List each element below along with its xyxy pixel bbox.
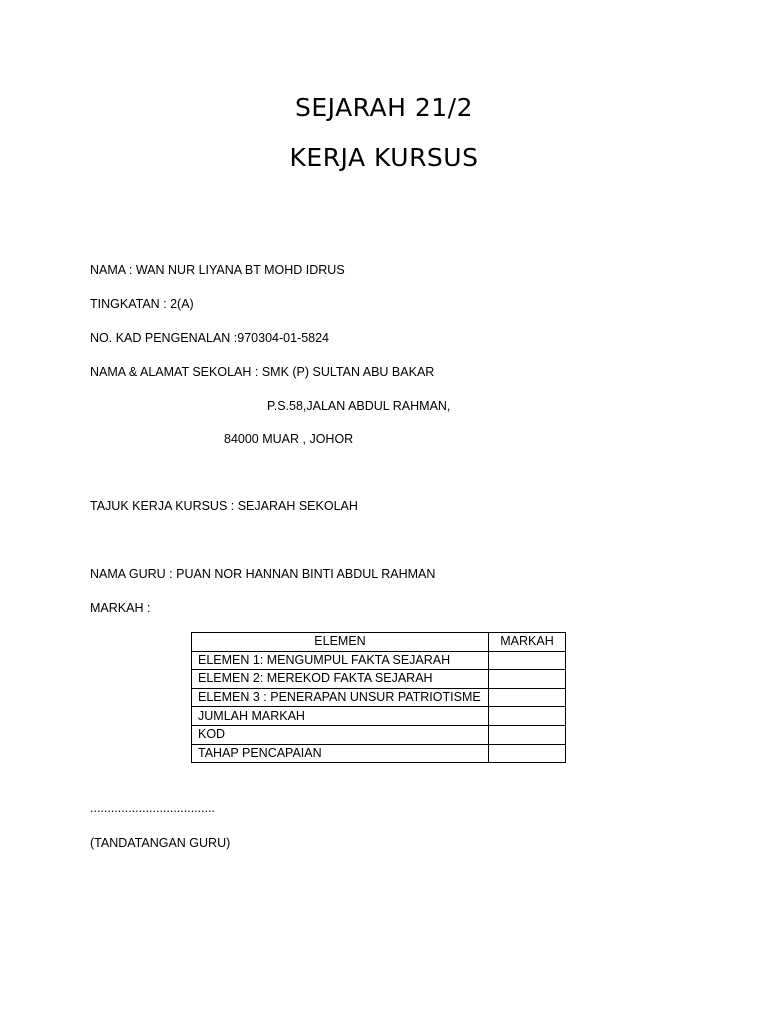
table-cell-elemen: ELEMEN 2: MEREKOD FAKTA SEJARAH	[192, 670, 489, 689]
table-cell-markah	[489, 688, 566, 707]
table-row	[192, 651, 566, 670]
column-header-markah: MARKAH	[489, 633, 566, 652]
signature-label: (TANDATANGAN GURU)	[90, 836, 231, 850]
signature-line: ....................................	[90, 801, 216, 815]
table-cell-elemen: ELEMEN 1: MENGUMPUL FAKTA SEJARAH	[192, 651, 489, 670]
school-name: NAMA & ALAMAT SEKOLAH : SMK (P) SULTAN ABU BAKAR	[90, 365, 435, 379]
table-cell-markah	[489, 725, 566, 744]
table-cell-elemen: JUMLAH MARKAH	[192, 707, 489, 726]
table-cell-markah	[489, 651, 566, 670]
table-row	[192, 670, 566, 689]
marks-label: MARKAH :	[90, 601, 151, 615]
table-header-row	[192, 633, 566, 652]
table-row	[192, 725, 566, 744]
student-name: NAMA : WAN NUR LIYANA BT MOHD IDRUS	[90, 263, 345, 277]
table-cell-markah	[489, 744, 566, 763]
coursework-title: TAJUK KERJA KURSUS : SEJARAH SEKOLAH	[90, 499, 358, 513]
column-header-elemen: ELEMEN	[192, 633, 489, 652]
document-subtitle: KERJA KURSUS	[289, 143, 479, 172]
table-row	[192, 707, 566, 726]
marks-table	[191, 632, 566, 763]
table-row	[192, 744, 566, 763]
student-form: TINGKATAN : 2(A)	[90, 297, 194, 311]
table-cell-elemen: KOD	[192, 725, 489, 744]
table-row	[192, 688, 566, 707]
school-address-line1: P.S.58,JALAN ABDUL RAHMAN,	[267, 399, 451, 413]
school-address-line2: 84000 MUAR , JOHOR	[224, 432, 354, 446]
document-title: SEJARAH 21/2	[294, 93, 474, 122]
table-cell-elemen: TAHAP PENCAPAIAN	[192, 744, 489, 763]
table-cell-markah	[489, 670, 566, 689]
teacher-name: NAMA GURU : PUAN NOR HANNAN BINTI ABDUL RAHMAN	[90, 567, 436, 581]
student-ic-number: NO. KAD PENGENALAN :970304-01-5824	[90, 331, 330, 345]
table-cell-markah	[489, 707, 566, 726]
table-cell-elemen: ELEMEN 3 : PENERAPAN UNSUR PATRIOTISME	[192, 688, 489, 707]
